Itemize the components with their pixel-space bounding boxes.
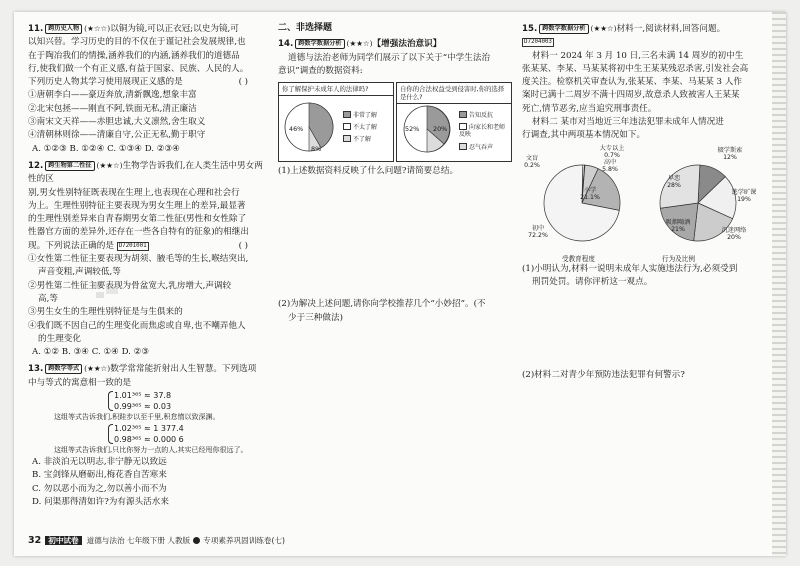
q11-item: ①唐朝李白——豪迈奔放,清新飘逸,想象丰富 — [28, 90, 197, 101]
q12-line: 生物学告诉我们,在人类生活中男女两性的区 — [28, 160, 263, 185]
q13-option[interactable]: C. 勿以恶小而为之,勿以善小而不为 — [32, 483, 167, 494]
answer-blank[interactable]: ( ) — [238, 240, 248, 251]
material-line: 行调查,其中两项基本情况如下。 — [522, 130, 646, 141]
question-13 — [28, 362, 266, 509]
answer-space[interactable] — [278, 178, 510, 298]
q11-line: 行,使我们做一个有正义感,有益于国家、民族、人民的人。 — [28, 63, 249, 74]
material-line: 张某某、李某、马某某将初中生王某某残忍杀害,引发社会高 — [522, 63, 749, 74]
q12-number: 12. — [28, 160, 44, 171]
legend-item: 向家长和老师反映 — [459, 124, 506, 139]
q15-stars: (★★☆) — [590, 24, 617, 33]
survey-pct: 8% — [311, 145, 322, 154]
q13-option[interactable]: A. 非淡泊无以明志,非宁静无以致远 — [32, 457, 167, 468]
q15-tag: 跨数学数据分析 — [539, 24, 588, 34]
q12-code: D7201001 — [118, 242, 147, 249]
pie-slice-label: 沉迷网络 20% — [721, 226, 747, 242]
q13-number: 13. — [28, 364, 44, 375]
answer-space[interactable] — [522, 289, 758, 369]
faint-scan-mark — [88, 278, 122, 304]
survey-pct: 46% — [289, 125, 304, 134]
page-number: 32 — [28, 535, 42, 546]
q12-line: 现。下列说法正确的是 — [28, 240, 114, 251]
question-15 — [522, 22, 758, 383]
q15-sub1: (1)小明认为,材料一说明未成年人实施违法行为,必须受到 — [522, 263, 738, 274]
q11-tag: 跨历史人物 — [45, 24, 82, 34]
q13-tag: 跨数学等式 — [45, 364, 82, 374]
legend-item: 不太了解 — [343, 123, 377, 131]
exam-page — [14, 12, 786, 556]
legend-item: 忍气吞声 — [459, 143, 493, 151]
footer-series: 专项素养巩固训练卷(七) — [203, 536, 286, 545]
survey-pct: 52% — [405, 125, 420, 134]
legend-item: 非常了解 — [343, 111, 377, 119]
q12-line: 为上。生理性别特征主要表现为男女生理上的差异,最显著 — [28, 200, 246, 211]
binding-edge — [772, 12, 786, 556]
material-charts — [522, 145, 758, 263]
survey-box-right — [396, 82, 512, 162]
brand-logo: 初中试卷 — [45, 536, 81, 545]
equation-group-2 — [28, 423, 266, 445]
q11-line: 以知兴替。学习历史的目的不仅在于谨记社会发展规律,也 — [28, 37, 246, 48]
q14-sub1: (1)上述数据资料反映了什么问题?请简要总结。 — [278, 166, 459, 177]
legend-item: 不了解 — [343, 135, 371, 143]
survey-figure — [278, 82, 510, 162]
q11-line: 下列历史人物其学习使用展现正义感的是 — [28, 77, 183, 88]
q12-tag: 跨生物第二性征 — [45, 161, 94, 171]
equation-note: 这组等式告诉我们,只比你努力一点的人,其实已经甩你很远了。 — [54, 446, 248, 455]
q11-number: 11. — [28, 24, 44, 34]
q15-sub1: 刑罚处罚。请你评析这一观点。 — [532, 276, 653, 287]
q13-stars: (★★☆) — [84, 364, 111, 374]
survey-pct: 20% — [433, 125, 448, 134]
q14-sub2: (2)为解决上述问题,请你向学校推荐几个“小妙招”。(不 — [278, 299, 486, 310]
equation: 0.98³⁶⁵ ≈ 0.000 6 — [114, 435, 184, 445]
q13-option[interactable]: D. 问渠那得清如许?为有源头活水来 — [32, 496, 169, 507]
pie-slice-label: 初中 72.2% — [528, 224, 548, 240]
q12-item: ④我们既不因自己的生理变化而焦虑或自卑,也不嘲弄他人 — [28, 320, 246, 331]
pie-slice-label: 大专以上 0.7% — [599, 144, 625, 160]
q11-item: ②北宋包拯——刚直不阿,铁面无私,清正廉洁 — [28, 103, 197, 114]
q12-item: 的生理变化 — [38, 333, 81, 344]
material-line: 度关注。检察机关审查认为,张某某、李某、马某某 3 人作 — [522, 77, 742, 88]
survey-heading: 你了解保护未成年人的法律吗? — [279, 83, 393, 96]
chart-caption: 行为及比例 — [662, 254, 695, 263]
q14-tag: 跨数学数据分析 — [295, 39, 344, 49]
question-14 — [278, 37, 510, 325]
q15-number: 15. — [522, 24, 538, 34]
q14-topic: 【增强法治意识】 — [372, 39, 442, 50]
q13-option[interactable]: B. 宝剑锋从磨砺出,梅花香自苦寒来 — [32, 470, 167, 481]
q15-code: D7204003 — [524, 39, 552, 46]
q14-intro: 道德与法治老师为同学们展示了以下关于“中学生法治 — [288, 52, 491, 63]
column-right — [522, 22, 758, 383]
page-footer — [28, 534, 528, 548]
question-11 — [28, 22, 266, 156]
q11-item: ④清朝林则徐——清廉自守,公正无私,勤于职守 — [28, 130, 206, 141]
pie-slice-label: 辍学斯索 12% — [717, 146, 743, 162]
pie-slice-label: 文盲 0.2% — [524, 154, 540, 170]
q12-item: 声音变粗,声调较低,等 — [38, 267, 121, 278]
equation: 0.99³⁶⁵ ≈ 0.03 — [114, 402, 172, 412]
column-middle — [278, 22, 510, 325]
equation-group-1 — [28, 390, 266, 412]
survey-box-left — [278, 82, 394, 162]
q12-stars: (★★☆) — [96, 160, 123, 170]
q12-item: 高,等 — [38, 293, 58, 304]
q15-head: 材料一,阅读材料,回答问题。 — [616, 24, 726, 34]
q12-line: 别,男女性别特征既表现在生理上,也表现在心理和社会行 — [28, 187, 240, 198]
question-12 — [28, 159, 266, 359]
equation: 1.01³⁶⁵ ≈ 37.8 — [114, 391, 172, 401]
q11-line: 以铜为镜,可以正衣冠;以史为镜,可 — [110, 24, 239, 34]
equation: 1.02³⁶⁵ ≈ 1 377.4 — [114, 424, 184, 434]
q12-item: ①女性第二性征主要表现为胡须、腋毛等的生长,喉结突出, — [28, 254, 249, 265]
q13-line: 中与等式的寓意相一致的是 — [28, 377, 132, 388]
q14-sub2: 少于三种做法) — [288, 312, 343, 323]
pie-slice-label: 小学 21.1% — [580, 186, 600, 202]
q12-line: 性器官方面的差异外,还存在一些各自特有的征象)的相继出 — [28, 227, 249, 238]
q12-options[interactable]: A. ①② B. ③④ C. ①④ D. ②③ — [32, 347, 150, 358]
q11-options[interactable]: A. ①②③ B. ①②④ C. ①③④ D. ②③④ — [32, 143, 180, 154]
pie-slice-label: 逃学旷课 19% — [731, 188, 757, 204]
material-line: 材料二 某市对当地近三年违法犯罪未成年人情况进 — [532, 117, 724, 128]
q13-line: 数学常常能折射出人生智慧。下列选项 — [110, 364, 257, 375]
equation-note: 这组等式告诉我们,积跬步以至千里,积怠惰以致深渊。 — [54, 413, 220, 422]
q14-intro: 意识”调查的数据资料: — [278, 65, 363, 76]
legend-item: 告知反抗 — [459, 111, 493, 119]
pie-slice-label: 高中 5.8% — [602, 158, 618, 174]
q14-number: 14. — [278, 39, 294, 50]
material-line: 死亡,情节恶劣,应当追究刑事责任。 — [522, 103, 657, 114]
q15-sub2: (2)材料二对青少年预防违法犯罪有何警示? — [522, 370, 685, 381]
q14-stars: (★★☆) — [346, 39, 373, 49]
q11-item: ③南宋文天祥——赤胆忠诚,大义凛然,舍生取义 — [28, 117, 206, 128]
q12-item: ②男性第二性征主要表现为骨盆宽大,乳房增大,声调较 — [28, 280, 232, 291]
answer-blank[interactable]: ( ) — [238, 77, 248, 88]
column-left — [28, 22, 266, 509]
q12-line: 的生理性别差异来自青春期男女第二性征(男性和女性除了 — [28, 214, 247, 225]
q11-stars: (★☆☆) — [84, 24, 111, 33]
q11-line: 在于陶冶我们的情操,涵养我们的内涵,涵养我们的道德品 — [28, 50, 240, 61]
pie-slice-label: 早恋 28% — [667, 174, 681, 190]
section-title: 二、非选择题 — [278, 23, 333, 33]
footer-subject: 道德与法治 七年级下册 人教版 — [86, 536, 191, 545]
material-line: 材料一 2024 年 3 月 10 日,三名未满 14 周岁的初中生 — [532, 50, 744, 61]
material-line: 案时已满十二周岁不满十四周岁,故意杀人致被害人王某某 — [522, 90, 740, 101]
survey-heading: 自你的合法权益受到侵害时,你的选择是什么? — [397, 83, 511, 104]
chart-caption: 受教育程度 — [562, 254, 595, 263]
bullet-icon — [193, 537, 200, 544]
q12-item: ③男生女生的生理性别特征是与生俱来的 — [28, 307, 183, 318]
pie-slice-label: 吸烟喝酒 21% — [665, 218, 691, 234]
